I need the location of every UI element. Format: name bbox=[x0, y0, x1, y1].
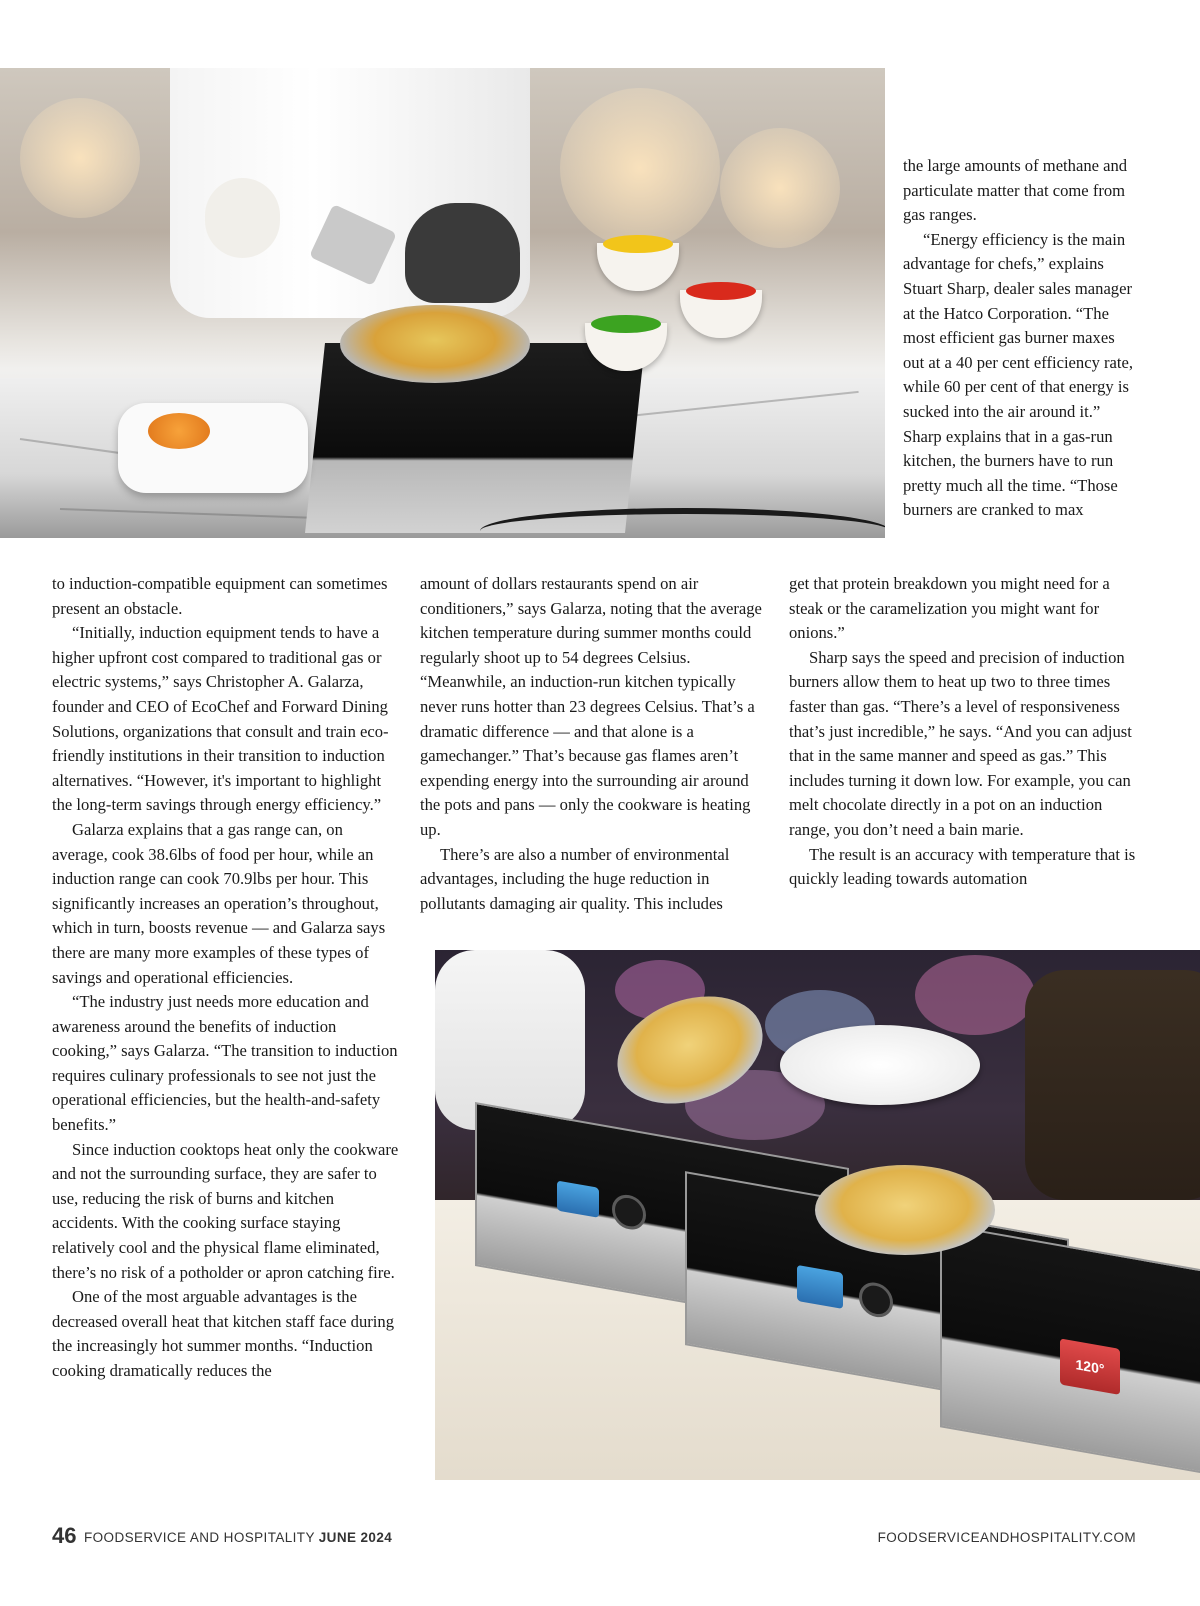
white-plate bbox=[780, 1025, 980, 1105]
bowl-fill bbox=[591, 315, 661, 333]
paragraph: Galarza explains that a gas range can, on average, cook 38.6lbs of food per hour, while an induction range can cook 70.9lbs per hour. This significantly increases an operation’s throughout, which in turn, boosts revenue — and Galarza says there are many more examples of these types of savings and operational efficiencies. bbox=[52, 819, 386, 987]
frying-pan-with-omelette bbox=[340, 305, 530, 383]
paragraph: “Energy efficiency is the main advantage for chefs,” explains Stuart Sharp, dealer sales manager at the Hatco Corporation. “The most efficient gas burner maxes out at a 40 per cent efficiency rate, while 60 per cent of that energy is sucked into the air around it.” Sharp explains that in a gas-run kitchen, the burners have to run pretty much all the time. “Those burners are cranked to max bbox=[903, 229, 1134, 520]
control-knob bbox=[612, 1192, 646, 1232]
paragraph: One of the most arguable advantages is the decreased overall heat that kitchen staff face during the increasingly hot summer months. “Induction cooking dramatically reduces the bbox=[52, 1287, 395, 1380]
paragraph: Sharp says the speed and precision of induction burners allow them to heat up two to three times faster than gas. “There’s a level of responsiveness that’s just incredible,” he says. “And you can adjust that in the same manner and speed as gas.” This includes turning it down low. For example, you can melt chocolate directly in a pot on an induction range, you don’t need a bain marie. bbox=[789, 647, 1132, 839]
floral-pattern bbox=[915, 955, 1035, 1035]
article-column-1 bbox=[52, 572, 402, 1384]
plate bbox=[118, 403, 308, 493]
paragraph: amount of dollars restaurants spend on air conditioners,” says Galarza, noting that the average kitchen temperature during summer months could regularly shoot up to 54 degrees Celsius. “Meanwhile, an induction-run kitchen typically never runs hotter than 23 degrees Celsius. That’s a dramatic difference — and that alone is a gamechanger.” That’s because gas flames aren’t expending energy into the surrounding air around the pots and pans — only the cookware is heating up. bbox=[420, 574, 762, 839]
paragraph: “Initially, induction equipment tends to have a higher upfront cost compared to traditional gas or electric systems,” says Christopher A. Galarza, founder and CEO of EcoChef and Forward Dining Solutions, organizations that consult and train eco-friendly institutions in their transition to induction alternatives. “However, it's important to highlight the long-term savings through energy efficiency.” bbox=[52, 623, 389, 815]
frying-pan-with-omelette bbox=[815, 1165, 995, 1255]
article-column-right-top bbox=[903, 154, 1138, 523]
display-screen bbox=[797, 1265, 843, 1309]
website-url: FOODSERVICEANDHOSPITALITY.COM bbox=[877, 1530, 1136, 1545]
page-number: 46 bbox=[52, 1523, 77, 1548]
control-knob bbox=[859, 1280, 893, 1320]
publication-title: FOODSERVICE AND HOSPITALITY bbox=[84, 1530, 315, 1545]
chef-sleeve bbox=[435, 950, 585, 1130]
top-photo-induction-cooktop bbox=[0, 68, 885, 538]
chef-hand bbox=[205, 178, 280, 258]
paragraph: “The industry just needs more education and awareness around the benefits of induction cooking,” says Galarza. “The transition to induction requires culinary professionals to see not just the operational efficiencies, but the health-and-safety benefits.” bbox=[52, 992, 398, 1135]
paragraph: get that protein breakdown you might need for a steak or the caramelization you might want for onions.” bbox=[789, 574, 1110, 643]
bowl-fill bbox=[603, 235, 673, 253]
bowl-red-peppers bbox=[680, 290, 762, 338]
oven-mitt bbox=[405, 203, 520, 303]
issue-date: JUNE 2024 bbox=[318, 1530, 393, 1545]
publication-name bbox=[84, 1530, 392, 1545]
display-screen bbox=[557, 1180, 599, 1217]
paragraph: Since induction cooktops heat only the cookware and not the surrounding surface, they are safer to use, reducing the risk of burns and kitchen accidents. With the cooking surface staying relatively cool and the physical flame eliminated, there’s no risk of a potholder or apron catching fire. bbox=[52, 1139, 399, 1282]
paragraph: to induction-compatible equipment can sometimes present an obstacle. bbox=[52, 574, 388, 618]
bowl-fill bbox=[686, 282, 756, 300]
paragraph: The result is an accuracy with temperature that is quickly leading towards automation bbox=[789, 844, 1136, 889]
paragraph: There’s are also a number of environmental advantages, including the huge reduction in pollutants damaging air quality. This includes bbox=[420, 844, 730, 913]
orange-garnish bbox=[148, 413, 210, 449]
bokeh-light bbox=[20, 98, 140, 218]
display-screen: 120° bbox=[1060, 1338, 1120, 1395]
paragraph: the large amounts of methane and particulate matter that come from gas ranges. bbox=[903, 156, 1128, 225]
article-column-3 bbox=[789, 572, 1139, 892]
bokeh-light bbox=[720, 128, 840, 248]
server-sleeve bbox=[1025, 970, 1200, 1200]
bowl-yellow-peppers bbox=[597, 243, 679, 291]
article-column-2 bbox=[420, 572, 770, 916]
bokeh-light bbox=[560, 88, 720, 248]
bottom-photo-induction-ranges bbox=[435, 950, 1200, 1480]
